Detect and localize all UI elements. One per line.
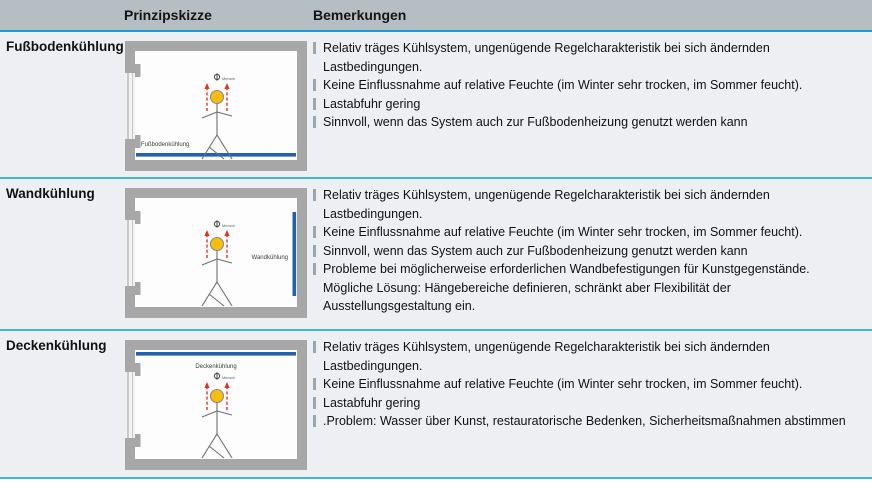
sketch-label: Fußbodenkühlung <box>141 142 190 148</box>
table-row <box>0 32 872 179</box>
table-row <box>0 179 872 331</box>
ceiling-cooling-line <box>136 352 296 356</box>
sketch-label: Wandkühlung <box>251 255 288 261</box>
row-title: Wandkühlung <box>6 186 95 201</box>
principle-sketch-cell <box>120 179 310 329</box>
remarks-cell <box>310 32 872 177</box>
bullet-bar-icon <box>313 226 316 238</box>
bullet-bar-icon <box>313 378 316 390</box>
remark-item <box>313 113 862 132</box>
remark-text: Relativ träges Kühlsystem, ungenügende Regelcharakteristik bei sich ändernden Lastbedingungen. <box>323 188 770 221</box>
remarks-list <box>313 39 862 132</box>
heat-flux-icon-label: Mensch <box>222 77 236 81</box>
remarks-cell <box>310 331 872 477</box>
row-title: Fußbodenkühlung <box>6 39 124 54</box>
remark-item <box>313 39 862 76</box>
remark-item <box>313 260 862 316</box>
floor-cooling-line <box>136 153 296 157</box>
room-sketch <box>125 41 307 171</box>
table-header <box>0 0 872 32</box>
remark-text: Relativ träges Kühlsystem, ungenügende Regelcharakteristik bei sich ändernden Lastbedingungen. <box>323 340 770 373</box>
remark-item <box>313 375 862 394</box>
wall-cooling-line <box>293 212 297 296</box>
heat-flux-icon-label: Mensch <box>222 224 236 228</box>
remark-text: Keine Einflussnahme auf relative Feuchte (im Winter sehr trocken, im Sommer feucht). <box>323 225 803 239</box>
remark-text: Keine Einflussnahme auf relative Feuchte (im Winter sehr trocken, im Sommer feucht). <box>323 377 803 391</box>
bullet-bar-icon <box>313 397 316 409</box>
bullet-bar-icon <box>313 42 316 54</box>
remark-text: Keine Einflussnahme auf relative Feuchte (im Winter sehr trocken, im Sommer feucht). <box>323 78 803 92</box>
principle-sketch-cell <box>120 331 310 477</box>
remark-text: Lastabfuhr gering <box>323 395 421 410</box>
bullet-bar-icon <box>313 245 316 257</box>
remark-item <box>313 186 862 223</box>
bottom-margin <box>0 479 872 491</box>
row-title: Deckenkühlung <box>6 338 107 353</box>
table-row <box>0 331 872 479</box>
remark-text: Probleme bei möglicherweise erforderlichen Wandbefestigungen für Kunstgegenstände. Mögliche Lösung: Hängebereiche definieren, schränkt aber Flexibilität der Ausstellungsgestaltung ein. <box>323 262 810 313</box>
column-header-bemerkungen: Bemerkungen <box>313 7 407 23</box>
room-interior <box>135 198 297 307</box>
bullet-bar-icon <box>313 341 316 353</box>
remark-item <box>313 76 862 95</box>
heat-flux-icon-label: Mensch <box>222 376 236 380</box>
remark-item <box>313 242 862 261</box>
room-sketch <box>125 188 307 318</box>
bullet-bar-icon <box>313 79 316 91</box>
room-sketch <box>125 340 307 470</box>
remark-item <box>313 412 862 431</box>
remark-text: Relativ träges Kühlsystem, ungenügende Regelcharakteristik bei sich ändernden Lastbedingungen. <box>323 41 770 74</box>
column-header-prinzipskizze: Prinzipskizze <box>124 7 212 23</box>
remarks-cell <box>310 179 872 329</box>
remark-text: .Problem: Wasser über Kunst, restauratorische Bedenken, Sicherheitsmaßnahmen abstimmen <box>323 414 846 428</box>
remark-text: Sinnvoll, wenn das System auch zur Fußbodenheizung genutzt werden kann <box>323 115 748 129</box>
bullet-bar-icon <box>313 189 316 201</box>
sketch-label: Deckenkühlung <box>195 364 237 370</box>
remark-item <box>313 95 862 114</box>
remarks-list <box>313 186 862 316</box>
bullet-bar-icon <box>313 415 316 427</box>
remark-text: Lastabfuhr gering <box>323 96 421 111</box>
bullet-bar-icon <box>313 263 316 275</box>
remark-text: Sinnvoll, wenn das System auch zur Fußbodenheizung genutzt werden kann <box>323 243 748 258</box>
table-body <box>0 32 872 479</box>
remarks-list <box>313 338 862 431</box>
principle-sketch-cell <box>120 32 310 177</box>
remark-item <box>313 338 862 375</box>
bullet-bar-icon <box>313 116 316 128</box>
remark-item <box>313 394 862 413</box>
bullet-bar-icon <box>313 98 316 110</box>
remark-item <box>313 223 862 242</box>
